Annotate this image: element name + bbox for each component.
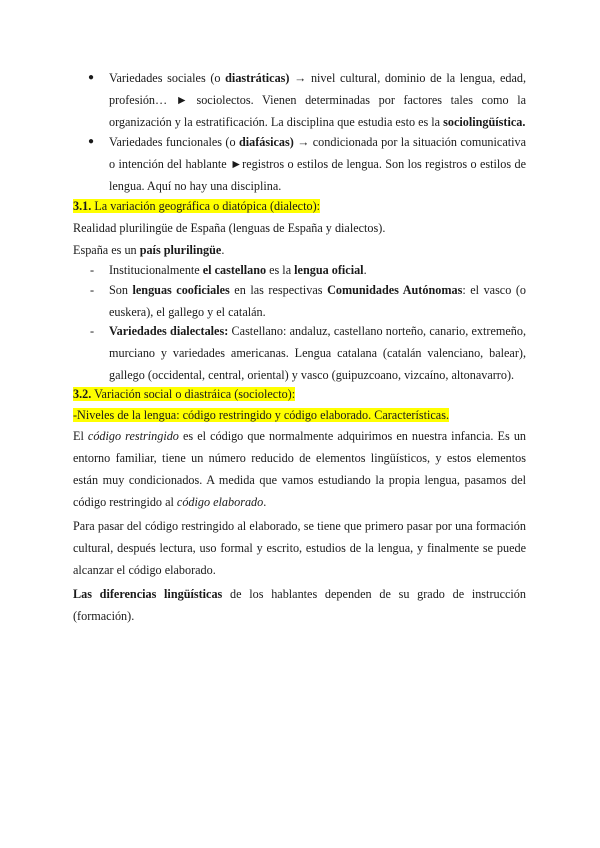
paragraph-elaborated-code: Para pasar del código restringido al elaborado, se tiene que primero pasar por una formación cultural, después lectura, uso formal y escrito, estudios de la lengua, y finalmente se puede alcanzar el código elaborado. <box>73 519 526 577</box>
section-heading-3-2 <box>73 383 526 405</box>
paragraph-restricted-code: El código restringido es el código que normalmente adquirimos en nuestra infancia. Es un entorno familiar, tiene un número reducido de elementos lingüísticos, y estos elementos están muy condicionados. A medida que vamos estudiando la propia lengua, pasamos del código restringido al código elaborado. <box>73 429 527 509</box>
paragraph-plurilingual-country: España es un país plurilingüe. <box>73 243 225 257</box>
dash-item-official-language: - Institucionalmente el castellano es la lengua oficial. <box>109 259 526 281</box>
bullet-item-functional-varieties: ● Variedades funcionales (o diafásicas) → condicionada por la situación comunicativa o intención del hablante ►registros o estilos de lengua. Son los registros o estilos de lengua. Aquí no hay una disciplina. <box>109 131 526 197</box>
section-heading-3-1 <box>73 195 526 217</box>
bullet-marker: ● <box>88 136 95 147</box>
bullet-marker: ● <box>88 72 95 83</box>
highlighted-heading: 3.1. La variación geográfica o diatópica (dialecto): <box>73 199 321 213</box>
dash-item-co-official-languages: - Son lenguas cooficiales en las respectivas Comunidades Autónomas: el vasco (o euskera), el gallego y el catalán. <box>109 279 526 323</box>
dash-marker: - <box>90 263 95 277</box>
dash-marker: - <box>90 283 95 297</box>
bullet-item-social-varieties: ● Variedades sociales (o diastráticas) → nivel cultural, dominio de la lengua, edad, profesión… ► sociolectos. Vienen determinadas por factores tales como la organización y la estratificación. La disciplina que estudia esto es la sociolingüística. <box>109 67 526 133</box>
paragraph-linguistic-differences: Las diferencias lingüísticas de los hablantes dependen de su grado de instrucción (formación). <box>73 587 526 623</box>
dash-marker: - <box>90 324 95 338</box>
paragraph-plurilingual-reality: Realidad plurilingüe de España (lenguas de España y dialectos). <box>73 221 386 235</box>
subheading-language-levels <box>73 404 526 426</box>
highlighted-heading: 3.2. Variación social o diastráica (sociolecto): <box>73 387 296 401</box>
highlighted-subheading: -Niveles de la lengua: código restringido y código elaborado. Características. <box>73 408 449 422</box>
dash-item-dialectal-varieties: - Variedades dialectales: Castellano: andaluz, castellano norteño, canario, extremeño, murciano y variedades americanas. Lengua catalana (catalán valenciano, balear), gallego (occidental, central, oriental) y vasco (guipuzcoano, vizcaíno, altonavarro). <box>109 320 526 386</box>
